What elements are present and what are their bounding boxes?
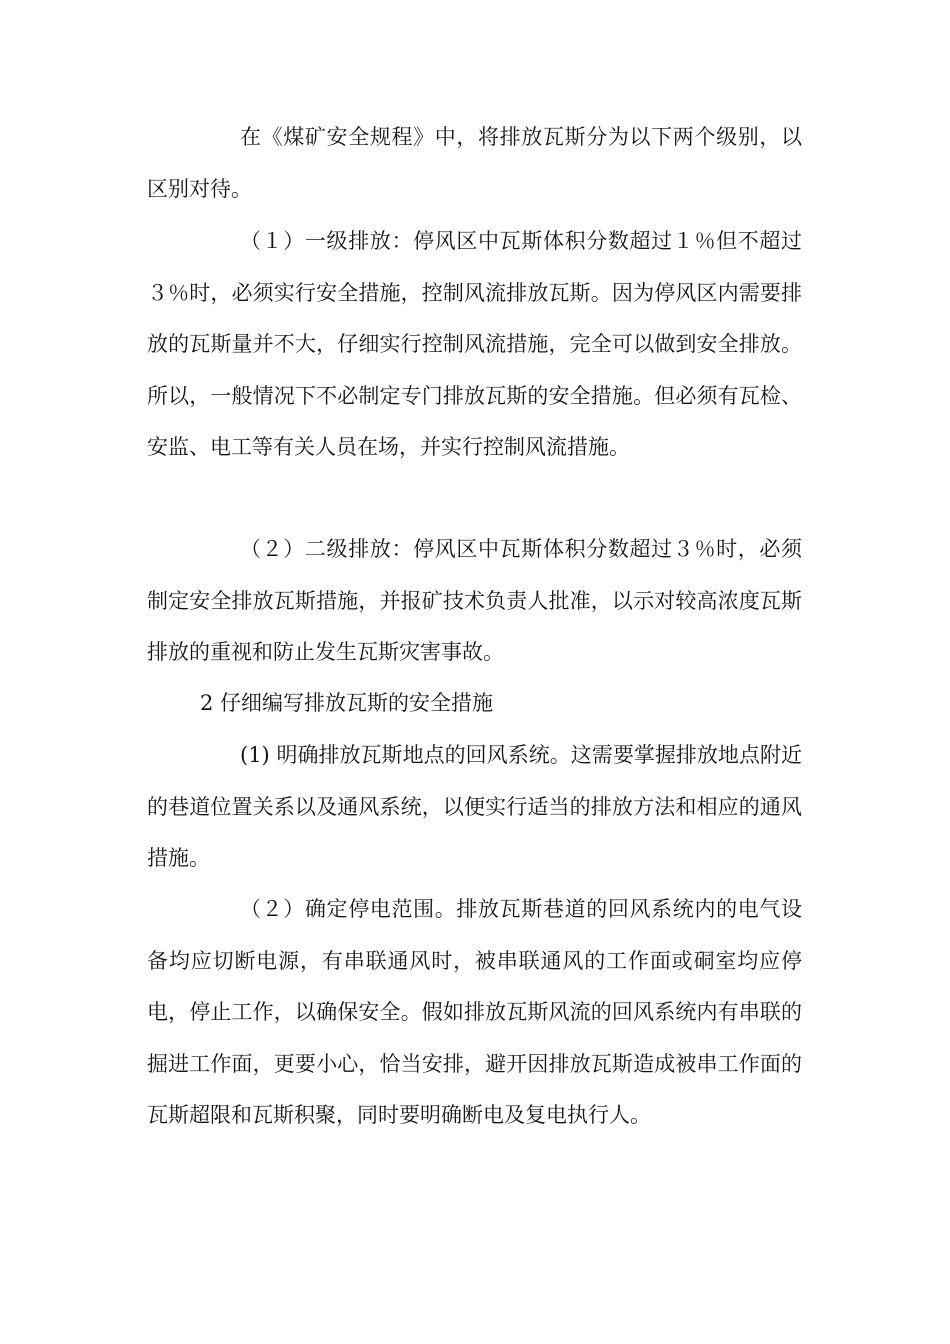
item-one-paragraph: (1) 明确排放瓦斯地点的回风系统。这需要掌握排放地点附近的巷道位置关系以及通风系统，以便实行适当的排放方法和相应的通风措施。: [147, 743, 802, 870]
item-two-paragraph: （２）确定停电范围。排放瓦斯巷道的回风系统内的电气设备均应切断电源，有串联通风时，被串联通风的工作面或硐室均应停电，停止工作，以确保安全。假如排放瓦斯风流的回风系统内有串联的掘进工作面，更要小心，恰当安排，避开因排放瓦斯造成被串工作面的瓦斯超限和瓦斯积聚，同时要明确断电及复电执行人。: [147, 897, 802, 1127]
level-two-paragraph: （２）二级排放：停风区中瓦斯体积分数超过３％时，必须制定安全排放瓦斯措施，并报矿技术负责人批准，以示对较高浓度瓦斯排放的重视和防止发生瓦斯灾害事故。: [147, 537, 802, 664]
section-heading: 2 仔细编写排放瓦斯的安全措施: [200, 691, 494, 715]
level-one-paragraph: （１）一级排放：停风区中瓦斯体积分数超过１％但不超过３％时，必须实行安全措施，控制风流排放瓦斯。因为停风区内需要排放的瓦斯量并不大，仔细实行控制风流措施，完全可以做到安全排放。所以，一般情况下不必制定专门排放瓦斯的安全措施。但必须有瓦检、安监、电工等有关人员在场，并实行控制风流措施。: [147, 229, 802, 459]
intro-paragraph: 在《煤矿安全规程》中，将排放瓦斯分为以下两个级别，以区别对待。: [147, 125, 802, 201]
